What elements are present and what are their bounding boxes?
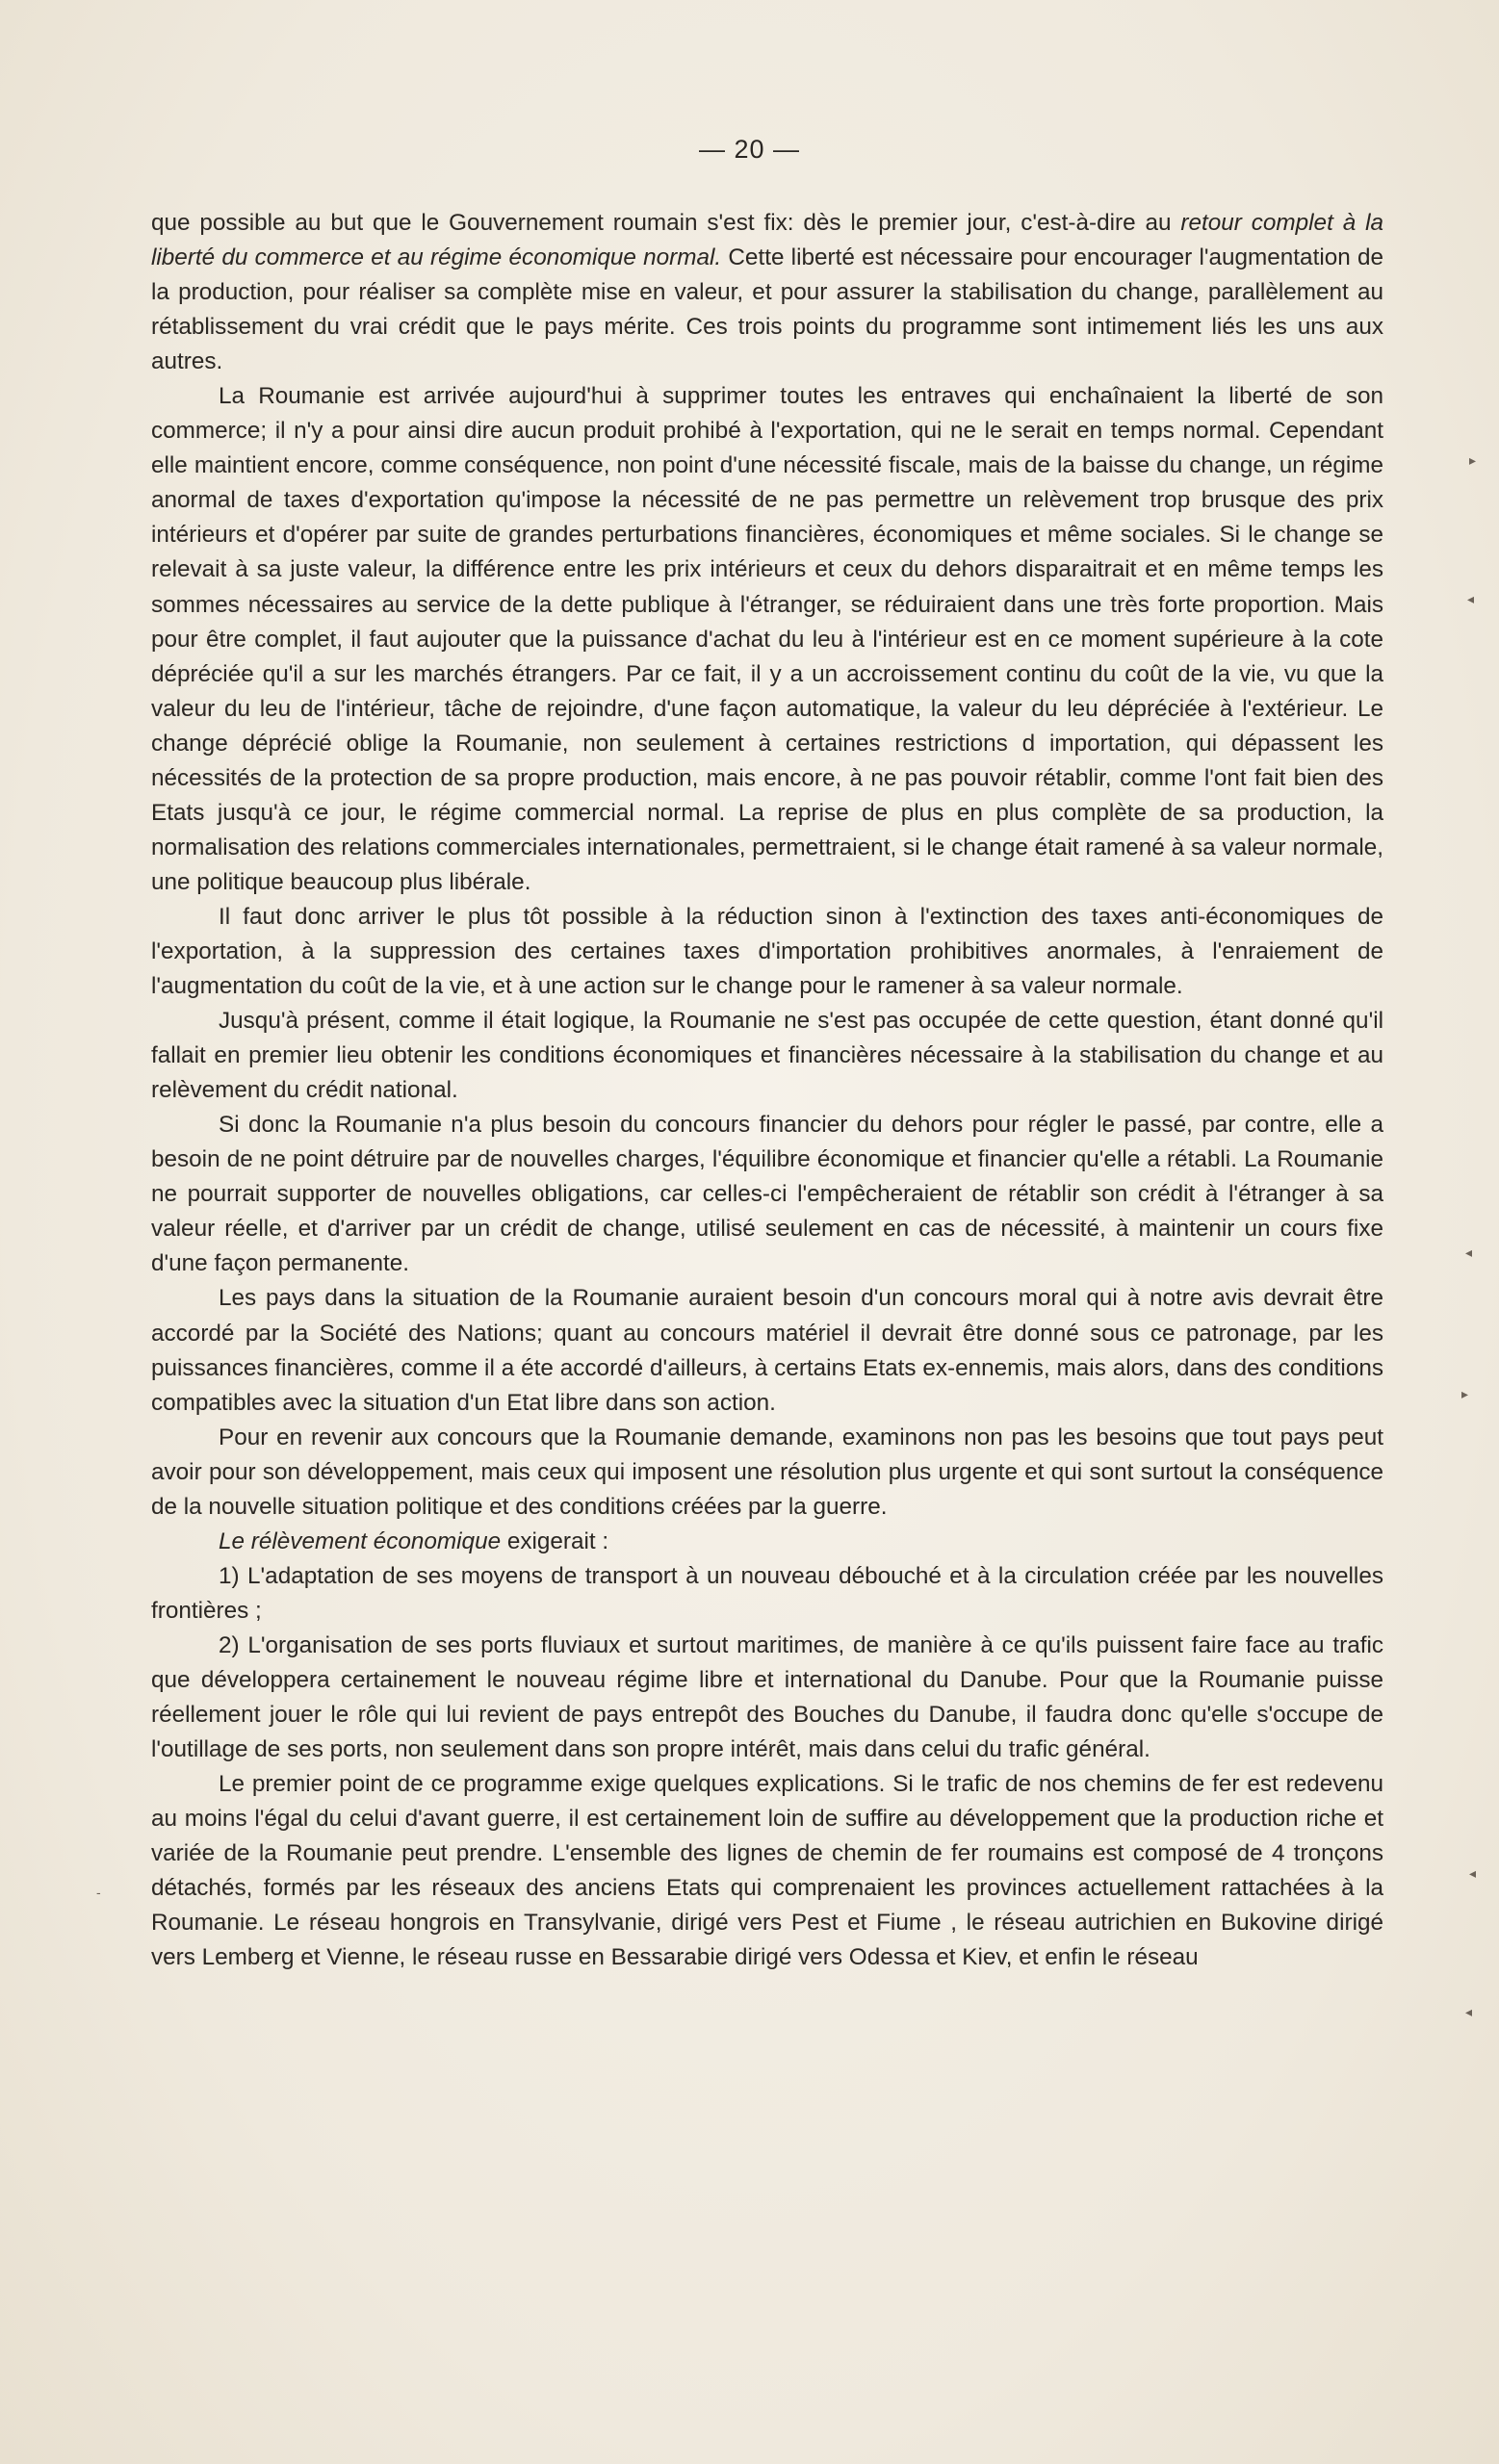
text-run: Le premier point de ce programme exige quelques explications. Si le trafic de nos chemins de fer est redevenu au moins l'égal du celui d'avant guerre, il est certainement loin de suffire au développement que la production riche et variée de la Roumanie peut prendre. L'ensemble des lignes de chemin de fer roumains est composé de 4 tronçons détachés, formés par les réseaux des anciens Etats qui comprenaient les provinces actuellement rattachées à la Roumanie. Le réseau hongrois en Transylvanie, dirigé vers Pest et Fiume , le réseau autrichien en Bukovine dirigé vers Lemberg et Vienne, le réseau russe en Bessarabie dirigé vers Odessa et Kiev, et enfin le réseau — [151, 1771, 1383, 1971]
paragraph — [151, 1421, 1383, 1525]
text-run: que possible au but que le Gouvernement roumain s'est fix: dès le premier jour, c'est-à-dire au — [151, 210, 1181, 236]
margin-mark: ▸ — [1469, 452, 1477, 468]
text-run: exigerait : — [501, 1527, 609, 1554]
text-run: Jusqu'à présent, comme il était logique, la Roumanie ne s'est pas occupée de cette question, étant donné qu'il fallait en premier lieu obtenir les conditions économiques et financières nécessaire à la stabilisation du change et au relèvement du crédit national. — [151, 1008, 1383, 1104]
paragraph — [151, 1004, 1383, 1108]
margin-mark: ◂ — [1465, 2004, 1473, 2019]
margin-mark: - — [96, 1885, 101, 1900]
paragraph — [151, 1281, 1383, 1420]
text-run: 1) L'adaptation de ses moyens de transport à un nouveau débouché et à la circulation créée par les nouvelles frontières ; — [151, 1562, 1383, 1624]
paragraph — [151, 379, 1383, 900]
paragraph — [151, 1767, 1383, 1975]
text-run: La Roumanie est arrivée aujourd'hui à supprimer toutes les entraves qui enchaînaient la liberté de son commerce; il n'y a pour ainsi dire aucun produit prohibé à l'exportation, qui ne le serait en temps normal. Cependant elle maintient encore, comme conséquence, non point d'une nécessité fiscale, mais de la baisse du change, un régime anormal de taxes d'exportation qu'impose la nécessité de ne pas permettre un relèvement trop brusque des prix intérieurs et d'opérer par suite de grandes perturbations financières, économiques et même sociales. Si le change se relevait à sa juste valeur, la différence entre les prix intérieurs et ceux du dehors disparaitrait et en même temps les sommes nécessaires au service de la dette publique à l'étranger, se réduiraient dans une très forte proportion. Mais pour être complet, il faut aujouter que la puissance d'achat du leu à l'intérieur est en ce moment supérieure à la cote dépréciée qu'il a sur les marchés étrangers. Par ce fait, il y a un accroissement continu du coût de la vie, vu que la valeur du leu de l'intérieur, tâche de rejoindre, d'une façon automatique, la valeur du leu dépréciée à l'extérieur. Le change déprécié oblige la Roumanie, non seulement à certaines restrictions d importation, qui dépassent les nécessités de la protection de sa propre production, mais encore, à ne pas pouvoir rétablir, comme l'ont fait bien des Etats jusqu'à ce jour, le régime commercial normal. La reprise de plus en plus complète de sa production, la normalisation des relations commerciales internationales, permettraient, si le change était ramené à sa valeur normale, une politique beaucoup plus libérale. — [151, 383, 1383, 895]
text-run: Les pays dans la situation de la Roumanie auraient besoin d'un concours moral qui à notre avis devrait être accordé par la Société des Nations; quant au concours matériel il devrait être donné sous ce patronage, par les puissances financières, comme il a éte accordé d'ailleurs, à certains Etats ex-ennemis, mais alors, dans des conditions compatibles avec la situation d'un Etat libre dans son action. — [151, 1285, 1383, 1416]
text-run: Il faut donc arriver le plus tôt possible à la réduction sinon à l'extinction des taxes anti-économiques de l'exportation, à la suppression des certaines taxes d'importation prohibitives anormales, à l'enraiement de l'augmentation du coût de la vie, et à une action sur le change pour le ramener à sa valeur normale. — [151, 903, 1383, 1000]
paragraph — [151, 1108, 1383, 1281]
margin-mark: ▸ — [1461, 1386, 1469, 1401]
italic-text-run: Le rélèvement économique — [219, 1527, 502, 1554]
text-run: Si donc la Roumanie n'a plus besoin du concours financier du dehors pour régler le passé, par contre, elle a besoin de ne point détruire par de nouvelles charges, l'équilibre économique et financier qu'elle a rétabli. La Roumanie ne pourrait supporter de nouvelles obligations, car celles-ci l'empêcheraient de rétablir son crédit à l'étranger à sa valeur réelle, et d'arriver par un crédit de change, utilisé seulement en cas de nécessité, à maintenir un cours fixe d'une façon permanente. — [151, 1112, 1383, 1277]
paragraph — [151, 900, 1383, 1004]
body-text — [151, 206, 1383, 1975]
italic-text-run: retour complet à la liberté du commerce et au régime économique normal. — [151, 210, 1383, 271]
paragraph — [151, 1559, 1383, 1629]
paragraph — [151, 206, 1383, 379]
margin-mark: ◂ — [1465, 1245, 1473, 1260]
text-run: Pour en revenir aux concours que la Roumanie demande, examinons non pas les besoins que tout pays peut avoir pour son développement, mais ceux qui imposent une résolution plus urgente et qui sont surtout la conséquence de la nouvelle situation politique et des conditions créées par la guerre. — [151, 1424, 1383, 1520]
margin-mark: ◂ — [1469, 1865, 1477, 1881]
text-run: 2) L'organisation de ses ports fluviaux et surtout maritimes, de manière à ce qu'ils puissent faire face au trafic que développera certainement le nouveau régime libre et international du Danube. Pour que la Roumanie puisse réellement jouer le rôle qui lui revient de pays entrepôt des Bouches du Danube, il faudra donc qu'elle s'occupe de l'outillage de ses ports, non seulement dans son propre intérêt, mais dans celui du trafic général. — [151, 1631, 1383, 1763]
margin-mark: ◂ — [1467, 591, 1475, 606]
paragraph — [151, 1525, 1383, 1559]
text-run: Cette liberté est nécessaire pour encourager l'augmentation de la production, pour réaliser sa complète mise en valeur, et pour assurer la stabilisation du change, parallèlement au rétablissement du vrai crédit que le pays mérite. Ces trois points du programme sont intimement liés les uns aux autres. — [151, 244, 1383, 375]
paragraph — [151, 1629, 1383, 1767]
page-number: — 20 — — [698, 135, 801, 164]
